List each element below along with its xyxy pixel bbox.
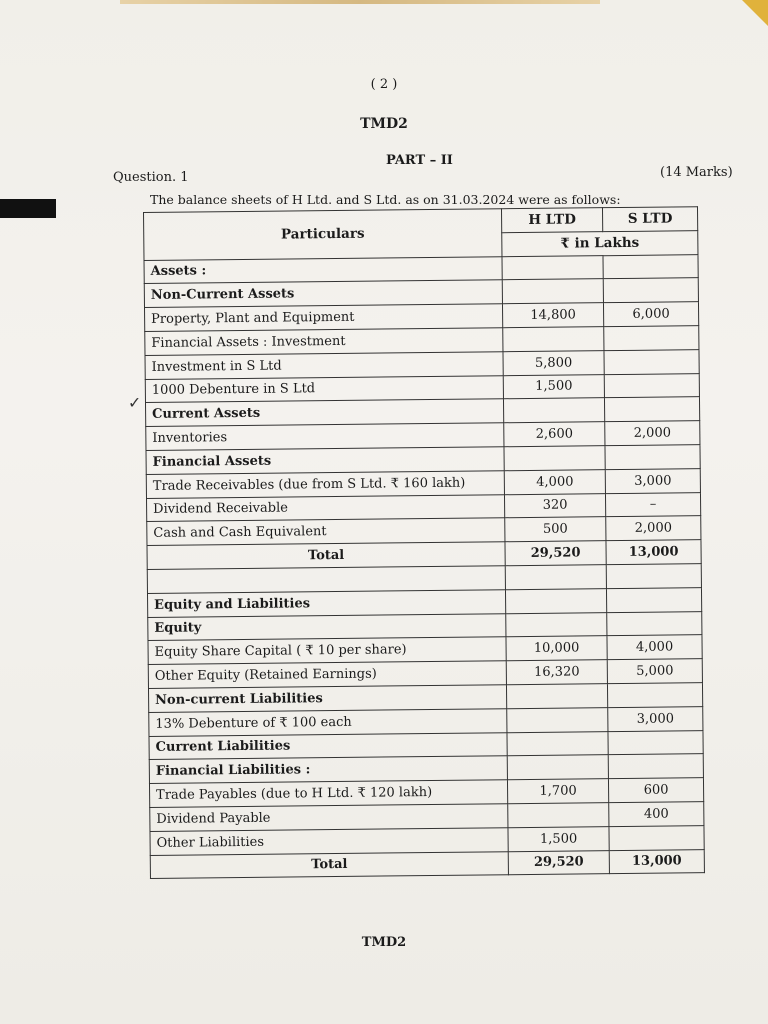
cell-h-ltd <box>502 279 603 304</box>
cell-s-ltd <box>604 373 699 398</box>
cell-h-ltd <box>506 612 607 637</box>
paper-code-header: TMD2 <box>360 116 408 132</box>
cell-s-ltd <box>609 825 704 850</box>
cell-s-ltd <box>604 397 699 422</box>
cell-h-ltd: 1,700 <box>507 779 608 804</box>
cell-particulars: Financial Assets <box>146 447 504 475</box>
cell-s-ltd <box>604 349 699 374</box>
cell-h-ltd <box>503 327 604 352</box>
cell-h-ltd: 500 <box>505 517 606 542</box>
cell-s-ltd: 6,000 <box>603 302 698 327</box>
cell-particulars: Trade Payables (due to H Ltd. ₹ 120 lakh) <box>149 780 507 808</box>
cell-particulars: Equity <box>148 613 506 641</box>
cell-s-ltd: 2,000 <box>605 421 700 446</box>
cell-h-ltd <box>502 255 603 280</box>
cell-s-ltd <box>604 326 699 351</box>
cell-h-ltd: 10,000 <box>506 636 607 661</box>
cell-particulars: Investment in S Ltd <box>145 352 503 380</box>
cell-s-ltd: 4,000 <box>607 635 702 660</box>
cell-particulars: 13% Debenture of ₹ 100 each <box>149 708 507 736</box>
cell-particulars: Non-current Liabilities <box>148 685 506 713</box>
header-unit: ₹ in Lakhs <box>502 230 698 256</box>
cell-particulars: Financial Liabilities : <box>149 756 507 784</box>
cell-h-ltd: 1,500 <box>503 374 604 399</box>
cell-h-ltd: 16,320 <box>506 660 607 685</box>
cell-s-ltd <box>607 683 702 708</box>
cell-s-ltd: 600 <box>608 778 703 803</box>
cell-s-ltd <box>606 564 701 589</box>
cell-particulars: Property, Plant and Equipment <box>145 304 503 332</box>
cell-h-ltd: 5,800 <box>503 350 604 375</box>
cell-particulars: Cash and Cash Equivalent <box>147 518 505 546</box>
question-number: Question. 1 <box>113 170 189 185</box>
cell-s-ltd: 400 <box>609 802 704 827</box>
balance-sheet-table <box>143 206 705 879</box>
cell-particulars: Total <box>147 542 505 570</box>
question-intro: The balance sheets of H Ltd. and S Ltd. as on 31.03.2024 were as follows: <box>150 192 621 207</box>
cell-s-ltd <box>603 254 698 279</box>
cell-s-ltd: – <box>605 492 700 517</box>
cell-s-ltd: 5,000 <box>607 659 702 684</box>
part-title: PART – II <box>386 153 453 168</box>
cell-particulars: Assets : <box>144 256 502 284</box>
cell-particulars: Dividend Receivable <box>146 494 504 522</box>
cell-h-ltd <box>508 803 609 828</box>
cell-h-ltd <box>507 707 608 732</box>
cell-particulars: 1000 Debenture in S Ltd <box>145 375 503 403</box>
cell-h-ltd: 2,600 <box>504 422 605 447</box>
header-h-ltd: H LTD <box>501 208 602 233</box>
check-mark-icon: ✓ <box>127 393 142 413</box>
cell-s-ltd: 2,000 <box>606 516 701 541</box>
cell-particulars: Other Equity (Retained Earnings) <box>148 661 506 689</box>
cell-h-ltd <box>505 588 606 613</box>
cell-particulars: Other Liabilities <box>150 827 508 855</box>
cell-h-ltd: 14,800 <box>502 303 603 328</box>
cell-s-ltd: 3,000 <box>608 706 703 731</box>
cell-particulars: Equity Share Capital ( ₹ 10 per share) <box>148 637 506 665</box>
cell-h-ltd <box>507 731 608 756</box>
cell-particulars: Current Assets <box>145 399 503 427</box>
cell-particulars: Dividend Payable <box>150 804 508 832</box>
marks-label: (14 Marks) <box>660 165 733 180</box>
cell-particulars: Current Liabilities <box>149 732 507 760</box>
cell-h-ltd: 4,000 <box>504 469 605 494</box>
cell-particulars: Financial Assets : Investment <box>145 328 503 356</box>
cell-h-ltd <box>503 398 604 423</box>
cell-s-ltd <box>608 754 703 779</box>
header-particulars: Particulars <box>144 209 502 260</box>
cell-particulars: Non-Current Assets <box>144 280 502 308</box>
cell-s-ltd <box>603 278 698 303</box>
cell-h-ltd: 1,500 <box>508 826 609 851</box>
page-number: ( 2 ) <box>370 77 398 92</box>
cell-particulars: Total <box>150 851 508 879</box>
balance-sheet-table-wrap <box>127 206 705 879</box>
table-row <box>150 849 704 879</box>
cell-h-ltd: 29,520 <box>505 541 606 566</box>
redaction-mark <box>0 199 56 218</box>
cell-particulars: Trade Receivables (due from S Ltd. ₹ 160 lakh) <box>146 470 504 498</box>
cell-s-ltd <box>608 730 703 755</box>
paper-code-footer: TMD2 <box>361 935 407 950</box>
cell-particulars: Inventories <box>146 423 504 451</box>
cell-s-ltd: 3,000 <box>605 468 700 493</box>
cell-h-ltd <box>507 755 608 780</box>
header-s-ltd: S LTD <box>602 207 697 232</box>
cell-s-ltd: 13,000 <box>606 540 701 565</box>
cell-h-ltd: 29,520 <box>508 850 609 875</box>
cell-s-ltd <box>606 587 701 612</box>
page-top-edge <box>120 0 600 4</box>
cell-h-ltd: 320 <box>504 493 605 518</box>
cell-s-ltd <box>607 611 702 636</box>
cell-s-ltd: 13,000 <box>609 849 704 874</box>
cell-h-ltd <box>505 565 606 590</box>
cell-s-ltd <box>605 445 700 470</box>
page-corner-fold <box>742 0 768 26</box>
cell-particulars: Equity and Liabilities <box>147 589 505 617</box>
cell-h-ltd <box>504 446 605 471</box>
cell-h-ltd <box>506 684 607 709</box>
